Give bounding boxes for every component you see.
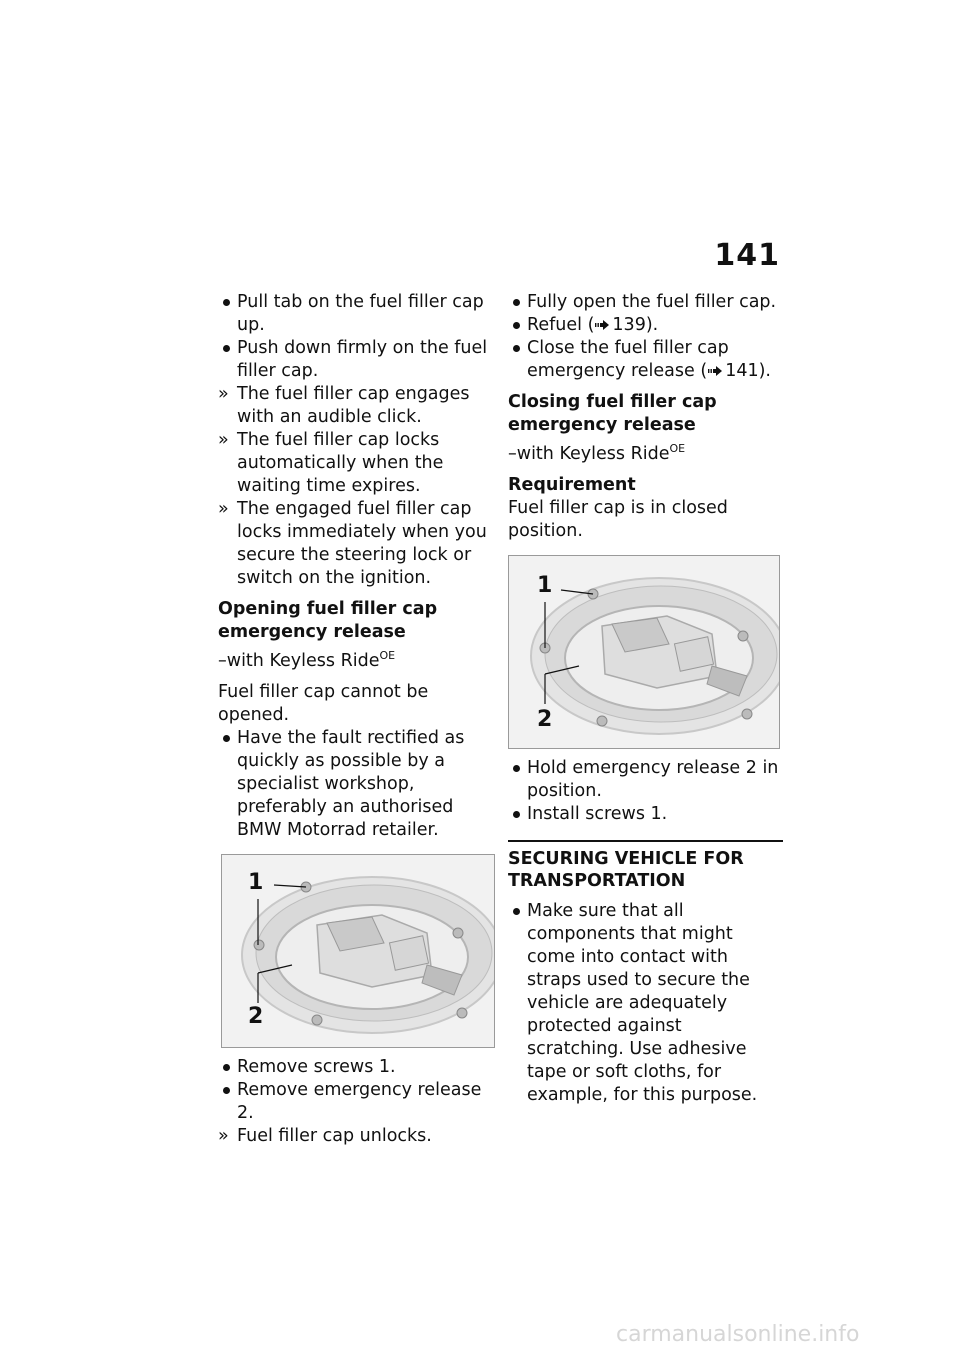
- right-steps-1: [508, 291, 783, 383]
- page-reference-arrow-icon: [595, 319, 609, 331]
- result-item: [218, 429, 493, 498]
- bullet-item: [218, 337, 493, 383]
- bullet-item: [508, 803, 783, 826]
- bullet-icon: [513, 322, 520, 329]
- right-steps-3: [508, 900, 783, 1107]
- bullet-icon: [513, 811, 520, 818]
- step-text: The fuel filler cap engages with an audible click.: [237, 384, 470, 427]
- heading-opening-emergency-release: Opening fuel filler cap emergency release: [218, 599, 438, 642]
- bullet-item: [508, 337, 783, 383]
- step-text: Close the fuel filler cap emergency release (: [527, 338, 729, 381]
- step-text: Remove screws 1.: [237, 1056, 396, 1077]
- left-steps-1: [218, 291, 493, 590]
- result-arrow-icon: »: [218, 499, 229, 519]
- bullet-icon: [513, 299, 520, 306]
- step-text: The fuel filler cap locks automatically when the waiting time expires.: [237, 430, 444, 496]
- bullet-item: [508, 314, 783, 337]
- left-column: [218, 291, 493, 1148]
- step-text: Fuel filler cap unlocks.: [237, 1125, 432, 1146]
- result-arrow-icon: »: [218, 384, 229, 404]
- step-text-tail: ).: [758, 361, 771, 381]
- bullet-item: [508, 757, 783, 803]
- left-steps-3: [218, 1056, 493, 1148]
- result-arrow-icon: »: [218, 430, 229, 450]
- note-cannot-open: Fuel filler cap cannot be opened.: [218, 681, 429, 725]
- bullet-icon: [223, 1087, 230, 1094]
- bullet-item: [218, 1079, 493, 1125]
- step-text-tail: ).: [645, 315, 659, 335]
- heading-closing-emergency-release: Closing fuel filler cap emergency release: [508, 392, 717, 435]
- bullet-item: [508, 291, 783, 314]
- step-text: Make sure that all components that might come into contact with straps used to secure the vehicle are adequately protected against scratching. Use adhesive tape or soft cloths, for example, for this purpose.: [527, 900, 758, 1105]
- bullet-item: [508, 900, 783, 1107]
- right-column: [508, 291, 783, 1107]
- bullet-item: [218, 727, 493, 842]
- step-text: Hold emergency release 2 in position.: [527, 757, 779, 801]
- page-reference[interactable]: 139: [612, 315, 646, 335]
- figure-label-2: 2: [248, 1003, 264, 1029]
- right-steps-2: [508, 757, 783, 826]
- step-text: The engaged fuel filler cap locks immediately when you secure the steering lock or switch on the ignition.: [237, 499, 487, 588]
- option-keyless-ride: –with Keyless Ride$^{OE}$: [218, 649, 396, 671]
- bullet-icon: [223, 345, 230, 352]
- step-text: Have the fault rectified as quickly as possible by a specialist workshop, preferably an authorised BMW Motorrad retailer.: [237, 727, 465, 840]
- page-reference[interactable]: 141: [725, 361, 759, 381]
- figure-label-1: 1: [248, 869, 264, 895]
- result-item: [218, 498, 493, 590]
- bullet-icon: [513, 908, 520, 915]
- requirement-heading: Requirement: [508, 474, 636, 495]
- bullet-icon: [223, 735, 230, 742]
- fuel-cap-figure-left: [221, 854, 495, 1048]
- option-keyless-ride-right: –with Keyless Ride$^{OE}$: [508, 442, 686, 464]
- step-text: Remove emergency release 2.: [237, 1079, 482, 1123]
- result-item: [218, 1125, 493, 1148]
- requirement-text: Fuel filler cap is in closed position.: [508, 497, 728, 541]
- footer-watermark: carmanualsonline.info: [616, 1322, 860, 1347]
- page-number: 141: [714, 238, 780, 273]
- left-steps-2: [218, 727, 493, 842]
- section-title-securing-vehicle: SECURING VEHICLE FOR TRANSPORTATION: [508, 840, 783, 892]
- step-text: Fully open the fuel filler cap.: [527, 292, 777, 312]
- step-text: Refuel (: [527, 315, 595, 335]
- fuel-cap-figure-right: [508, 555, 780, 749]
- step-text: Pull tab on the fuel filler cap up.: [237, 292, 484, 335]
- bullet-icon: [223, 1064, 230, 1071]
- bullet-icon: [513, 345, 520, 352]
- bullet-item: [218, 1056, 493, 1079]
- step-text: Install screws 1.: [527, 803, 668, 824]
- step-text: Push down firmly on the fuel filler cap.: [237, 338, 488, 381]
- figure-label-1-right: 1: [537, 572, 553, 598]
- bullet-icon: [513, 765, 520, 772]
- figure-label-2-right: 2: [537, 706, 553, 732]
- bullet-item: [218, 291, 493, 337]
- bullet-icon: [223, 299, 230, 306]
- result-arrow-icon: »: [218, 1125, 229, 1146]
- page-reference-arrow-icon: [708, 365, 722, 377]
- result-item: [218, 383, 493, 429]
